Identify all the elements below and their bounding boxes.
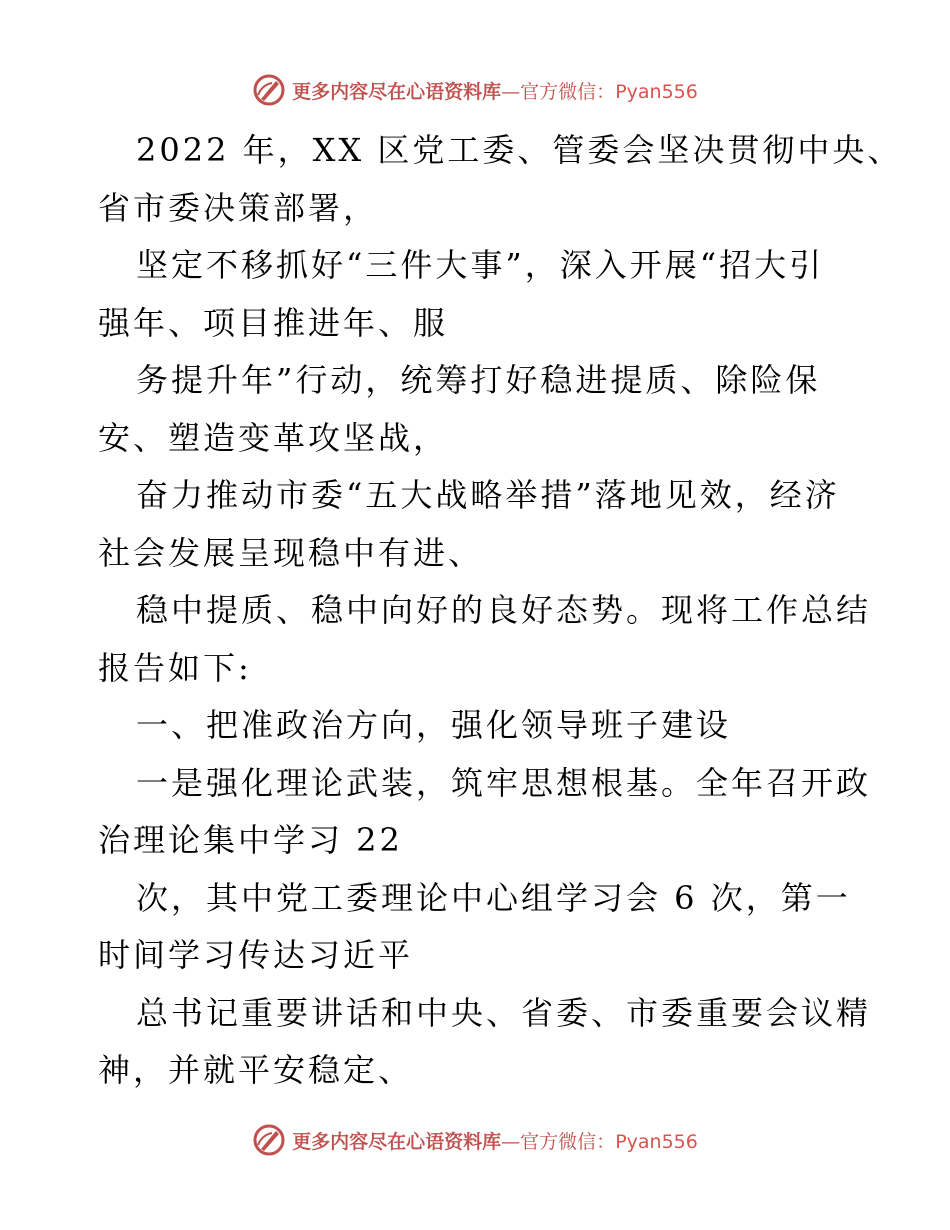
paragraph-line: 稳中提质、稳中向好的良好态势。现将工作总结 — [136, 591, 872, 629]
paragraph-line: 奋力推动市委“五大战略举措”落地见效，经济 — [136, 476, 840, 514]
quill-circle-icon — [252, 73, 286, 107]
watermark-dash: — — [501, 1130, 521, 1153]
paragraph-line: 省市委决策部署， — [98, 188, 379, 227]
paragraph-line: 社会发展呈现稳中有进、 — [98, 533, 484, 572]
paragraph-line: 报告如下: — [98, 648, 252, 687]
paragraph-line: 安、塑造变革攻坚战， — [98, 418, 449, 457]
paragraph-line: 次，其中党工委理论中心组学习会 6 次，第一 — [136, 878, 851, 917]
paragraph-line: 务提升年”行动，统筹打好稳进提质、除险保 — [136, 361, 821, 399]
paragraph-line: 一是强化理论武装，筑牢思想根基。全年召开政 — [136, 763, 872, 802]
paragraph-line: 强年、项目推进年、服 — [98, 303, 449, 342]
watermark-wechat-label: 官方微信： — [520, 1130, 616, 1153]
quill-circle-icon — [252, 1123, 286, 1157]
watermark-text — [292, 77, 698, 104]
paragraph-line: 神，并就平安稳定、 — [98, 1051, 414, 1089]
paragraph-line: 时间学习传达习近平 — [98, 936, 414, 974]
watermark-wechat-id: Pyan556 — [615, 80, 698, 103]
watermark-wechat-id: Pyan556 — [615, 1130, 698, 1153]
watermark-dash: — — [501, 80, 521, 103]
watermark-wechat-label: 官方微信： — [520, 80, 616, 103]
header-watermark-banner — [0, 70, 950, 110]
watermark-text — [292, 1127, 698, 1154]
paragraph-line: 总书记重要讲话和中央、省委、市委重要会议精 — [136, 993, 872, 1032]
watermark-site-name: 更多内容尽在心语资料库 — [292, 80, 502, 103]
document-body — [98, 122, 903, 1100]
paragraph-line: 2022 年，XX 区党工委、管委会坚决贯彻中央、 — [136, 131, 903, 169]
watermark-site-name: 更多内容尽在心语资料库 — [292, 1130, 502, 1153]
paragraph-line: 坚定不移抓好“三件大事”，深入开展“招大引 — [136, 246, 825, 284]
paragraph-line: 一、把准政治方向，强化领导班子建设 — [136, 706, 732, 744]
footer-watermark-banner — [0, 1120, 950, 1160]
paragraph-line: 治理论集中学习 22 — [98, 821, 403, 859]
